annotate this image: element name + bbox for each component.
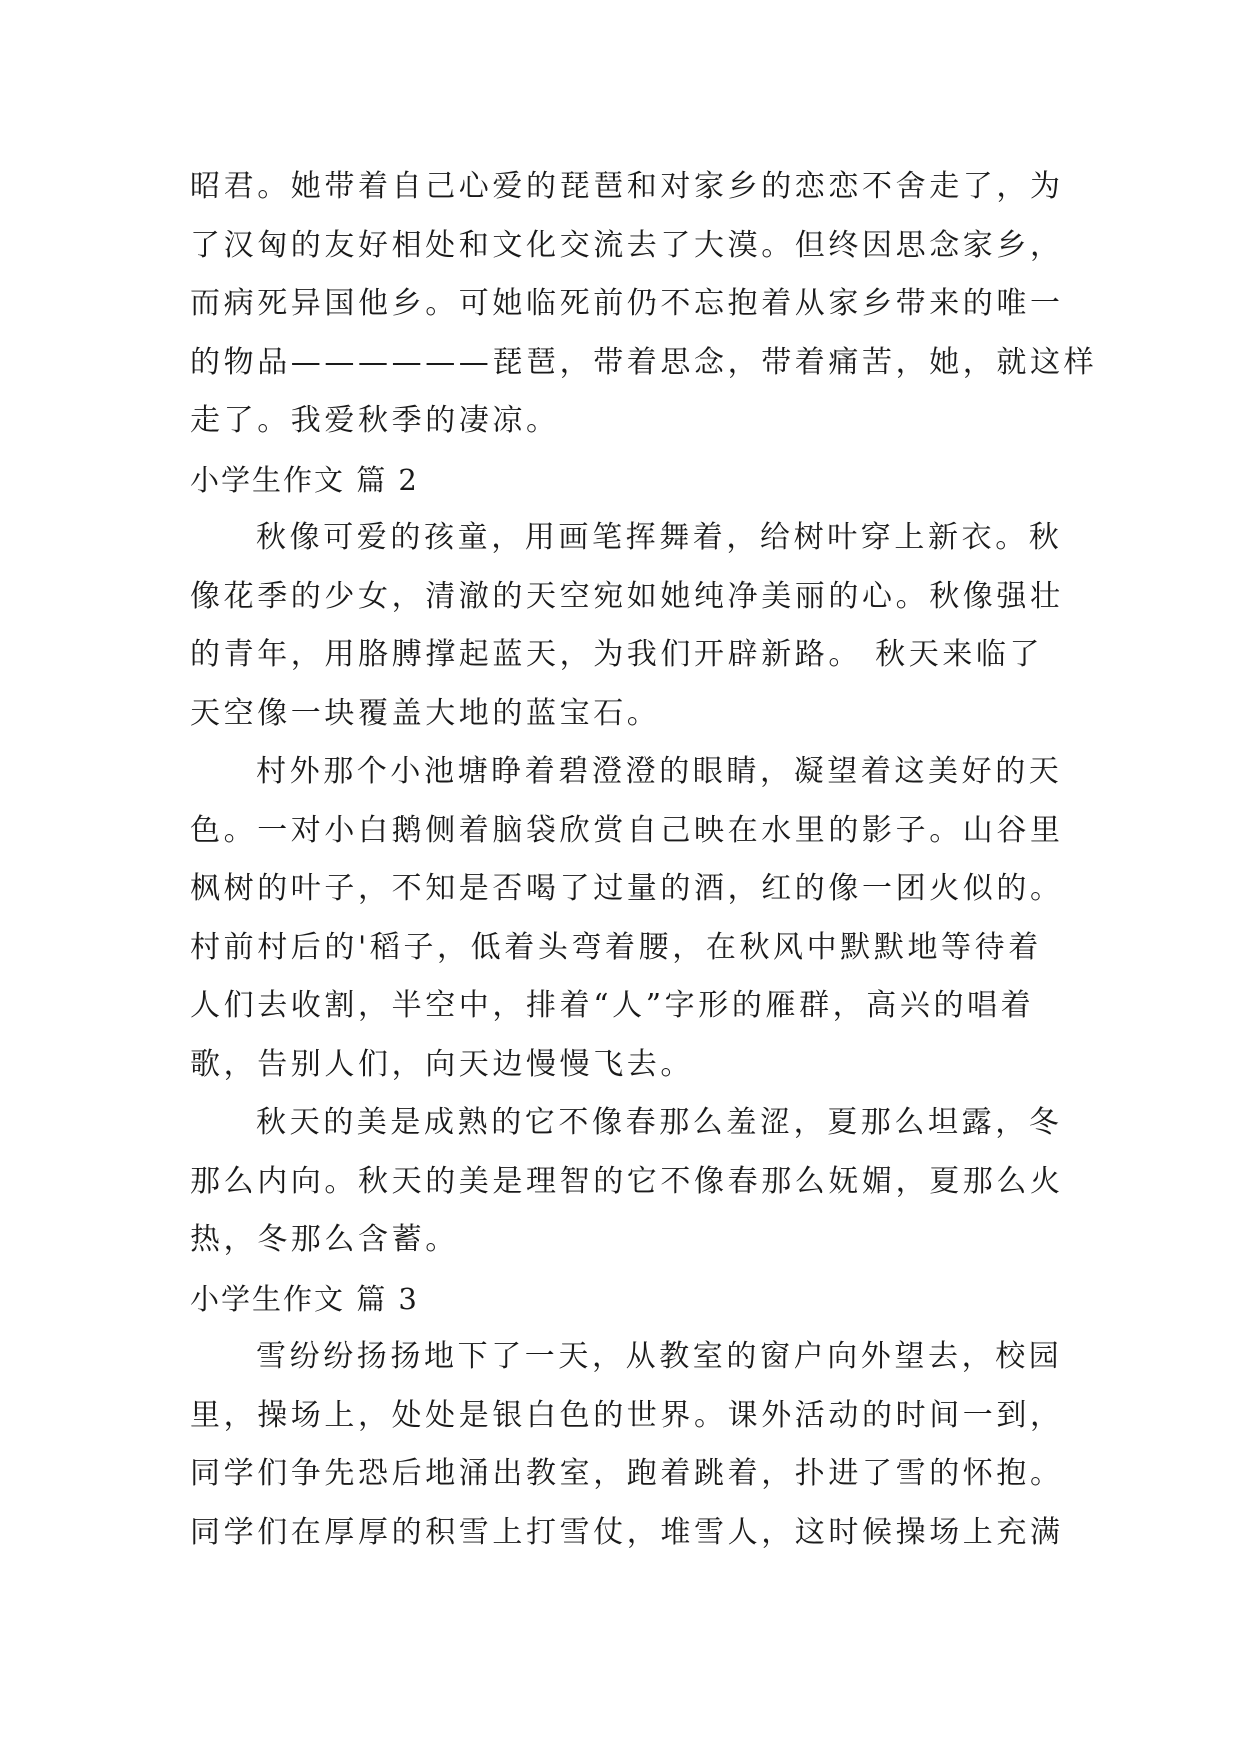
paragraph-first-line: 村外那个小池塘睁着碧澄澄的眼睛，凝望着这美好的天 — [256, 754, 1063, 789]
text-line: 同学们争先恐后地涌出教室，跑着跳着，扑进了雪的怀抱。 — [190, 1456, 1064, 1491]
text-line: 了汉匈的友好相处和文化交流去了大漠。但终因思念家乡， — [190, 227, 1064, 263]
text-line: 同学们在厚厚的积雪上打雪仗，堆雪人，这时候操场上充满 — [190, 1514, 1064, 1550]
paragraph-first-line: 秋像可爱的孩童，用画笔挥舞着，给树叶穿上新衣。秋 — [256, 520, 1063, 555]
paragraph-first-line: 秋天的美是成熟的它不像春那么羞涩，夏那么坦露，冬 — [256, 1105, 1063, 1140]
text-line: 热，冬那么含蓄。 — [190, 1222, 459, 1257]
text-line: 里，操场上，处处是银白色的世界。课外活动的时间一到， — [190, 1397, 1064, 1433]
text-line: 像花季的少女，清澈的天空宛如她纯净美丽的心。秋像强壮 — [190, 578, 1064, 614]
text-line: 人们去收割，半空中，排着“人”字形的雁群，高兴的唱着 — [190, 988, 1035, 1023]
section-heading: 小学生作文 篇 3 — [190, 1281, 419, 1316]
text-line: 枫树的叶子，不知是否喝了过量的酒，红的像一团火似的。 — [190, 871, 1064, 906]
text-line: 昭君。她带着自己心爱的琵琶和对家乡的恋恋不舍走了，为 — [190, 169, 1064, 204]
paragraph-first-line: 雪纷纷扬扬地下了一天，从教室的窗户向外望去，校园 — [256, 1339, 1063, 1374]
text-line: 天空像一块覆盖大地的蓝宝石。 — [190, 695, 661, 731]
text-line: 的物品——————琵琶，带着思念，带着痛苦，她，就这样 — [190, 344, 1098, 380]
section-heading: 小学生作文 篇 2 — [190, 462, 419, 497]
text-line: 的青年，用胳膊撑起蓝天，为我们开辟新路。 秋天来临了 — [190, 637, 1044, 672]
document-page — [190, 158, 1098, 1562]
text-line: 色。一对小白鹅侧着脑袋欣赏自己映在水里的影子。山谷里 — [190, 812, 1064, 848]
text-line: 歌，告别人们，向天边慢慢飞去。 — [190, 1046, 694, 1082]
text-line: 村前村后的'稻子，低着头弯着腰，在秋风中默默地等待着 — [190, 929, 1042, 965]
text-line: 那么内向。秋天的美是理智的它不像春那么妩媚，夏那么火 — [190, 1163, 1064, 1199]
text-line: 而病死异国他乡。可她临死前仍不忘抱着从家乡带来的唯一 — [190, 286, 1064, 321]
text-line: 走了。我爱秋季的凄凉。 — [190, 403, 560, 438]
